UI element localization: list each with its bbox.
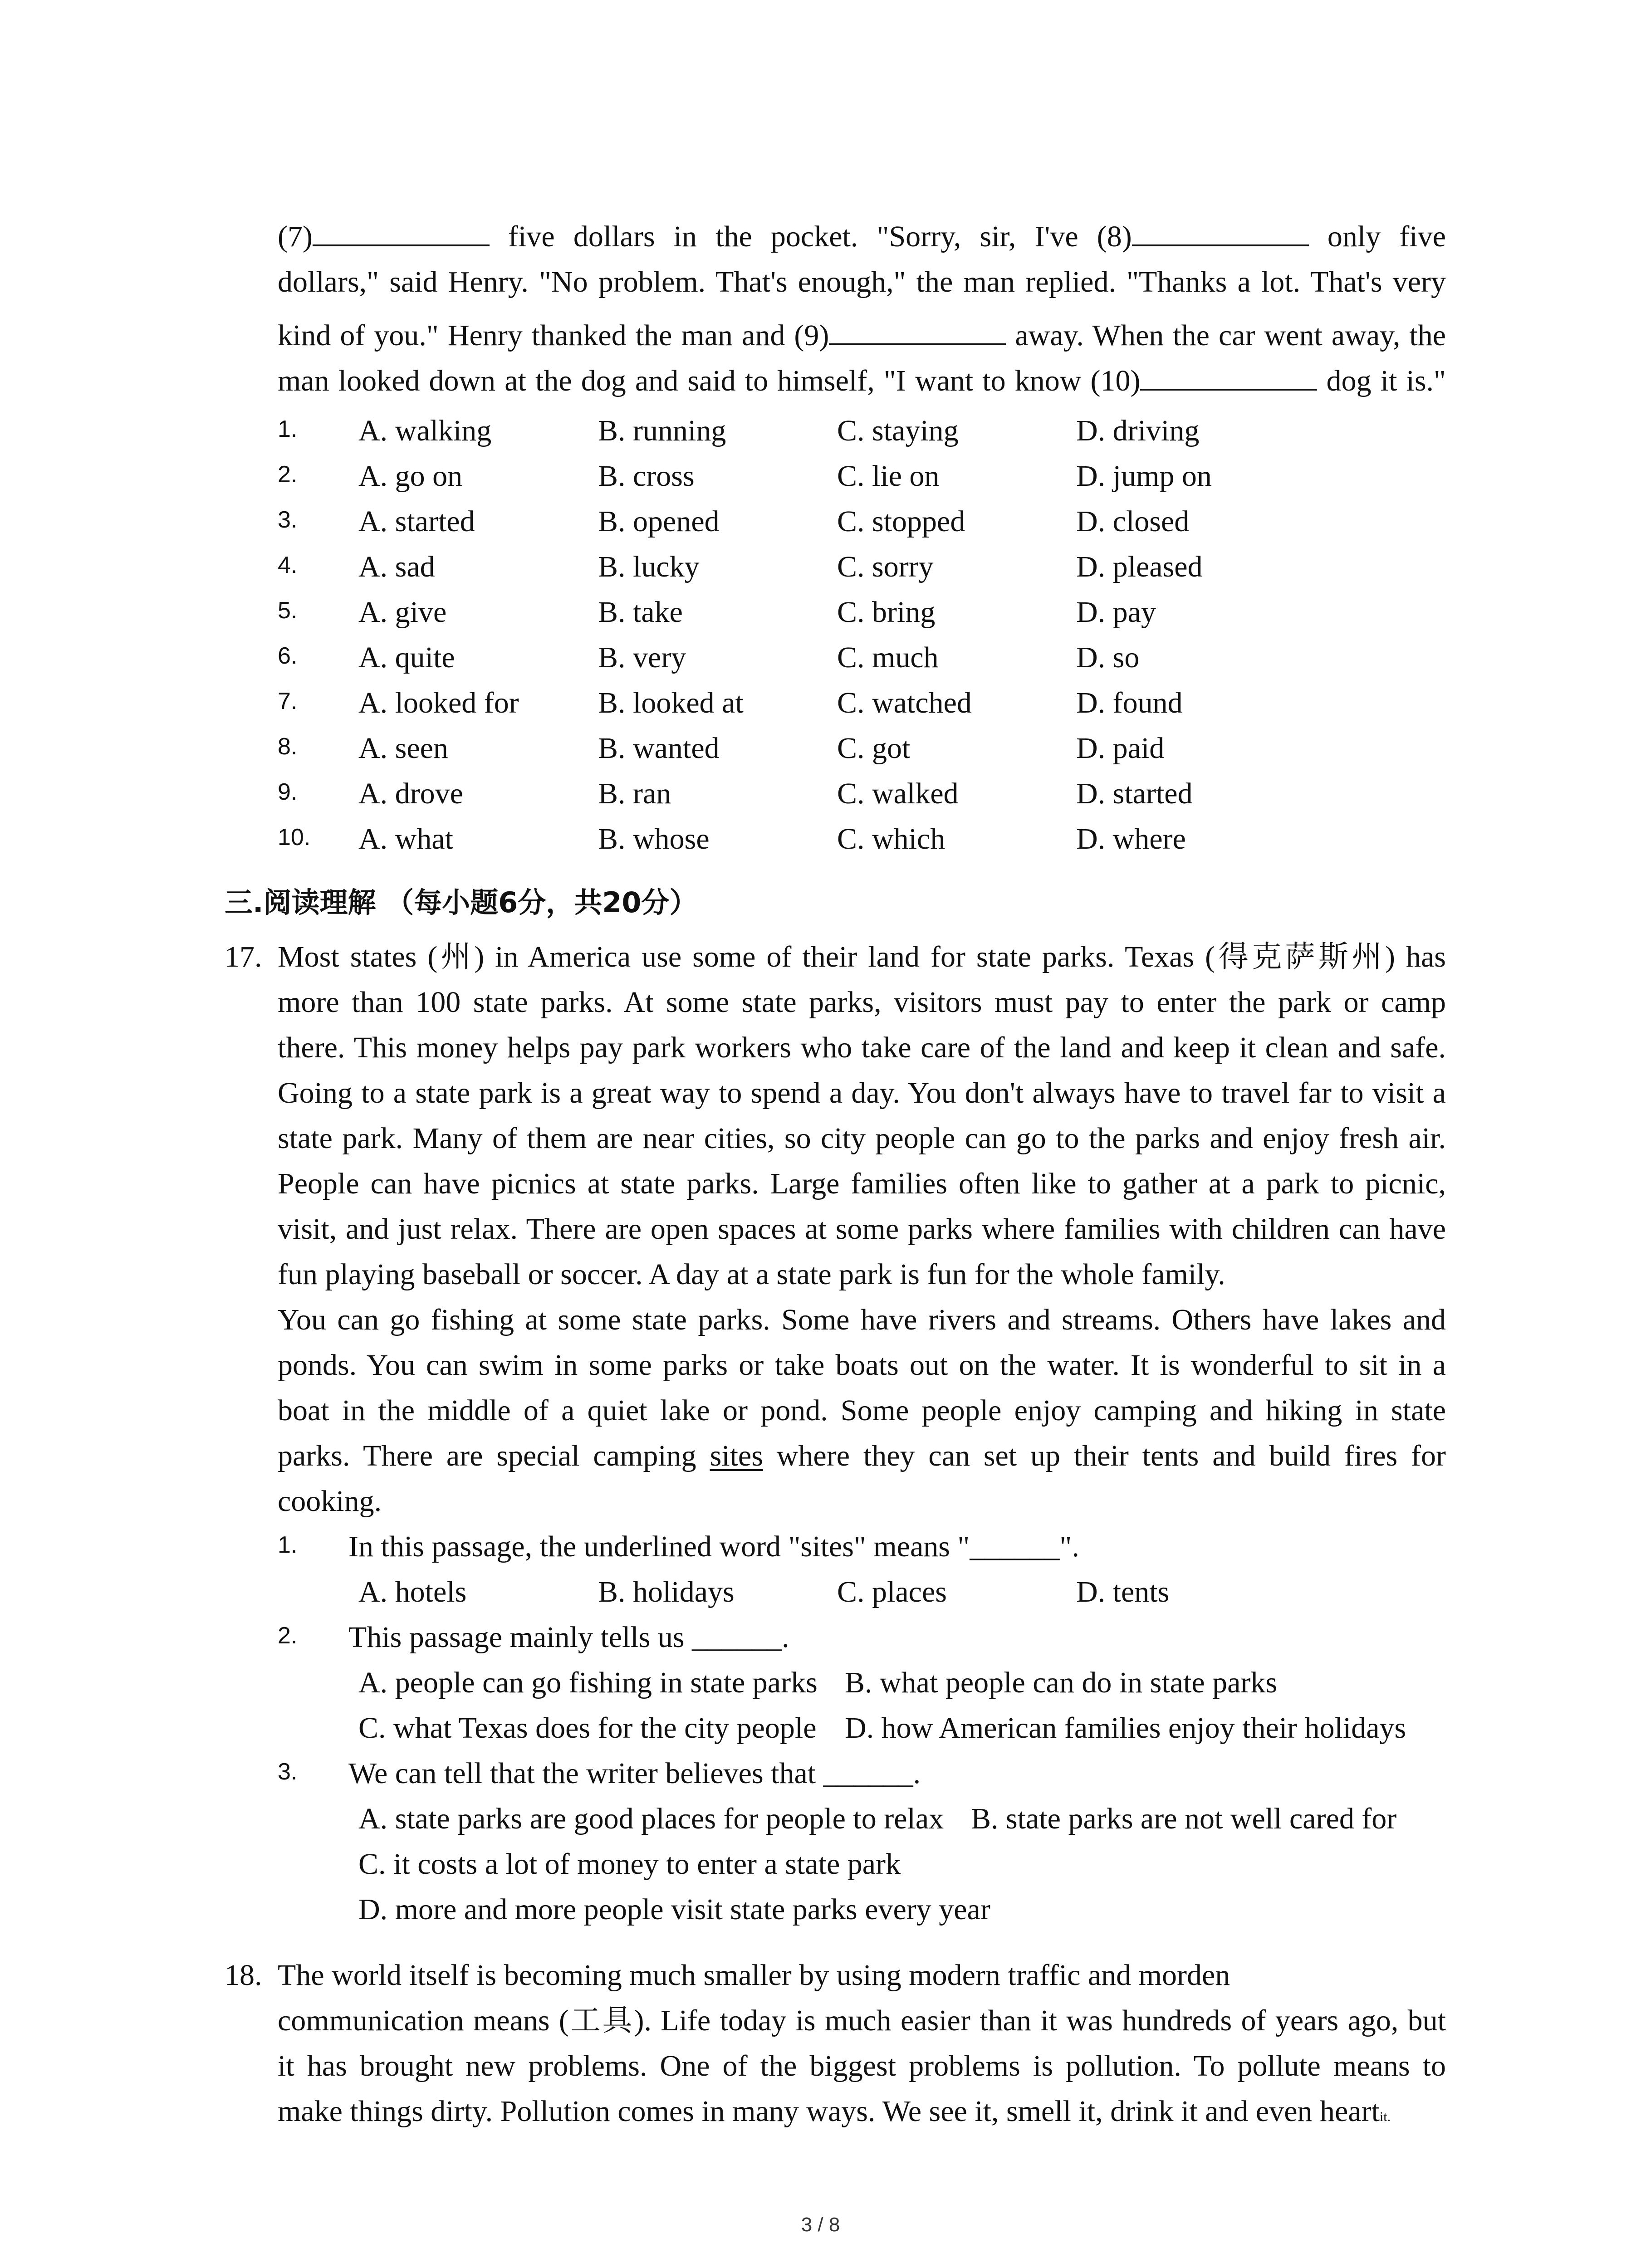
passage-17-line: parks. There are special camping sites where they can set up their tents and build fires for [278,1439,1446,1472]
option-d[interactable]: D. closed [1076,505,1190,538]
passage-17-line: Most states (州) in America use some of their land for state parks. Texas (得克萨斯州) has [278,940,1446,973]
underlined-word-sites: sites [710,1439,763,1472]
cloze-line-3: kind of you." Henry thanked the man and (9) away. When the car went away, the [278,319,1446,352]
option-c[interactable]: C. it costs a lot of money to enter a state park [358,1848,901,1881]
option-c[interactable]: C. bring [837,596,936,629]
blank-8 [1132,219,1309,246]
option-a[interactable]: A. walking [358,414,492,447]
passage-17-line: You can go fishing at some state parks. Some have rivers and streams. Others have lakes and [278,1303,1446,1336]
option-a[interactable]: A. state parks are good places for people to relax [358,1802,944,1835]
option-b[interactable]: B. take [598,596,683,629]
blank-9 [829,318,1006,345]
option-c[interactable]: C. much [837,641,939,674]
passage-18-line: The world itself is becoming much smaller by using modern traffic and morden [278,1959,1230,1992]
option-b[interactable]: B. very [598,641,686,674]
cloze-line-1: (7) five dollars in the pocket. "Sorry, sir, I've (8) only five [278,220,1446,253]
passage-17-line: more than 100 state parks. At some state parks, visitors must pay to enter the park or camp [278,986,1446,1019]
option-d[interactable]: D. jump on [1076,459,1212,493]
option-d[interactable]: D. where [1076,822,1186,855]
passage-17-line: boat in the middle of a quiet lake or pond. Some people enjoy camping and hiking in state [278,1394,1446,1427]
option-b[interactable]: B. ran [598,777,671,810]
option-d[interactable]: D. tents [1076,1575,1170,1608]
option-d[interactable]: D. paid [1076,732,1165,765]
sub-question-number: 3. [278,1759,298,1785]
document-page: (7) five dollars in the pocket. "Sorry, sir, I've (8) only five dollars," said Henry. "No problem. That's enough," the man replied. "Thanks a lot. That's very kind of you." Henry thanked the man and (9) away. When the car went away, the man looked down at the dog and said to himself, "I want to know (10) dog it is." 1. A. walking B. running C. staying D. driving 2. A. go on B. cross C. lie on D. jump on 3. A. started B. opened C. stopped D. closed 4. A. sad B. lucky C. sorry D. pleased 5. A. give B. take C. bring D. pay 6. A. quite B. very C. much D. so 7. A. looked for B. looked at C. watched D. found 8. A. seen B. wanted C. got D. paid 9. A. drove B. ran C. walked D. started 10. A. what B. whose C. which D. where 三.阅读理解 （每小题6分，共20分） 17. Most states (州) in America use some of their land for state parks. Texas (得克萨斯州) has more than 100 state parks. At some state parks, visitors must pay to enter the park or camp there. This money helps pay park workers who take care of the land and keep it clean and safe. Going to a state park is a great way to spend a day. You don't always have to travel far to visit a state park. Many of them are near cities, so city people can go to the parks and enjoy fresh air. People can have picnics at state parks. Large families often like to gather at a park to picnic, visit, and just relax. There are open spaces at some parks where families with children can have fun playing baseball or soccer. A day at a state park is fun for the whole family. You can go fishing at some state parks. Some have rivers and streams. Others have lakes and ponds. You can swim in some parks or take boats out on the water. It is wonderful to sit in a boat in the middle of a quiet lake or pond. Some people enjoy camping and hiking in state parks. There are special camping sites where they can set up their tents and build fires for cooking. 1. In this passage, the underlined word "sites" means "______". A. hotels B. holidays C. places D. tents 2. This passage mainly tells us ______. A. people can go fishing in state parks B. what people can do in state parks C. what Texas does for the city people D. how American families enjoy their holidays 3. We can tell that the writer believes that ______. A. state parks are good places for people to relax B. state parks are not well cared for C. it costs a lot of money to enter a state park D. more and more people visit state parks every year 18. The world itself is becoming much smaller by using modern traffic and morden communication means (工具). Life today is much easier than it was hundreds of years ago, but it has brought new problems. One of the biggest problems is pollution. To pollute means to make things dirty. Pollution comes in many ways. We see it, smell it, drink it and even heartit. 3 / 8 [0,0,1641,2268]
option-c[interactable]: C. what Texas does for the city people [358,1711,817,1745]
option-a[interactable]: A. what [358,822,453,855]
option-b[interactable]: B. state parks are not well cared for [971,1802,1397,1835]
option-a[interactable]: A. hotels [358,1575,467,1608]
blank-7 [313,219,490,246]
option-b[interactable]: B. cross [598,459,695,493]
option-a[interactable]: A. drove [358,777,463,810]
option-d[interactable]: D. found [1076,686,1183,719]
passage-17-line: ponds. You can swim in some parks or take boats out on the water. It is wonderful to sit in a [278,1349,1446,1382]
passage-17-line: Going to a state park is a great way to spend a day. You don't always have to travel far to visit a [278,1076,1446,1110]
option-c[interactable]: C. stopped [837,505,965,538]
option-b[interactable]: B. what people can do in state parks [845,1666,1278,1699]
sub-question-number: 2. [278,1623,298,1649]
option-d[interactable]: D. so [1076,641,1140,674]
option-d[interactable]: D. more and more people visit state parks every year [358,1893,990,1926]
option-c[interactable]: C. lie on [837,459,940,493]
option-b[interactable]: B. looked at [598,686,744,719]
option-c[interactable]: C. got [837,732,911,765]
sub-question-text: In this passage, the underlined word "sites" means "______". [348,1530,1079,1563]
blank-10 [1140,363,1317,391]
option-d[interactable]: D. pleased [1076,550,1203,583]
option-b[interactable]: B. holidays [598,1575,735,1608]
option-a[interactable]: A. sad [358,550,435,583]
section-title: 三.阅读理解 （每小题6分，共20分） [225,886,698,919]
option-a[interactable]: A. looked for [358,686,519,719]
option-d[interactable]: D. started [1076,777,1193,810]
option-a[interactable]: A. started [358,505,475,538]
passage-17-line: visit, and just relax. There are open spaces at some parks where families with children can have [278,1212,1446,1246]
cloze-line-4: man looked down at the dog and said to himself, "I want to know (10) dog it is." [278,364,1446,397]
passage-17-line: cooking. [278,1485,382,1518]
option-b[interactable]: B. running [598,414,726,447]
option-a[interactable]: A. go on [358,459,463,493]
passage-18-line: make things dirty. Pollution comes in many ways. We see it, smell it, drink it and even heartit. [278,2095,1391,2128]
option-c[interactable]: C. staying [837,414,959,447]
option-c[interactable]: C. sorry [837,550,934,583]
option-b[interactable]: B. wanted [598,732,720,765]
cloze-line-2: dollars," said Henry. "No problem. That's enough," the man replied. "Thanks a lot. That's very [278,265,1446,298]
option-c[interactable]: C. places [837,1575,947,1608]
question-number: 18. [225,1959,262,1992]
option-b[interactable]: B. lucky [598,550,700,583]
passage-17-line: there. This money helps pay park workers who take care of the land and keep it clean and safe. [278,1031,1446,1064]
option-a[interactable]: A. people can go fishing in state parks [358,1666,818,1699]
option-a[interactable]: A. give [358,596,447,629]
passage-17-line: state park. Many of them are near cities, so city people can go to the parks and enjoy fresh air. [278,1122,1446,1155]
option-d[interactable]: D. how American families enjoy their holidays [845,1711,1406,1745]
passage-18-line: communication means (工具). Life today is much easier than it was hundreds of years ago, but [278,2004,1446,2037]
option-d[interactable]: D. pay [1076,596,1156,629]
passage-17-line: People can have picnics at state parks. Large families often like to gather at a park to picnic, [278,1167,1446,1200]
sub-question-text: This passage mainly tells us ______. [348,1621,789,1654]
passage-17-line: fun playing baseball or soccer. A day at a state park is fun for the whole family. [278,1258,1225,1291]
option-c[interactable]: C. watched [837,686,972,719]
option-a[interactable]: A. quite [358,641,455,674]
option-b[interactable]: B. whose [598,822,710,855]
question-number: 17. [225,940,262,973]
option-b[interactable]: B. opened [598,505,720,538]
page-number: 3 / 8 [801,2214,840,2236]
option-c[interactable]: C. which [837,822,945,855]
sub-question-text: We can tell that the writer believes that ______. [348,1757,921,1790]
sub-question-number: 1. [278,1532,298,1558]
option-d[interactable]: D. driving [1076,414,1200,447]
option-c[interactable]: C. walked [837,777,959,810]
option-a[interactable]: A. seen [358,732,448,765]
passage-18-line: it has brought new problems. One of the biggest problems is pollution. To pollute means to [278,2049,1446,2082]
